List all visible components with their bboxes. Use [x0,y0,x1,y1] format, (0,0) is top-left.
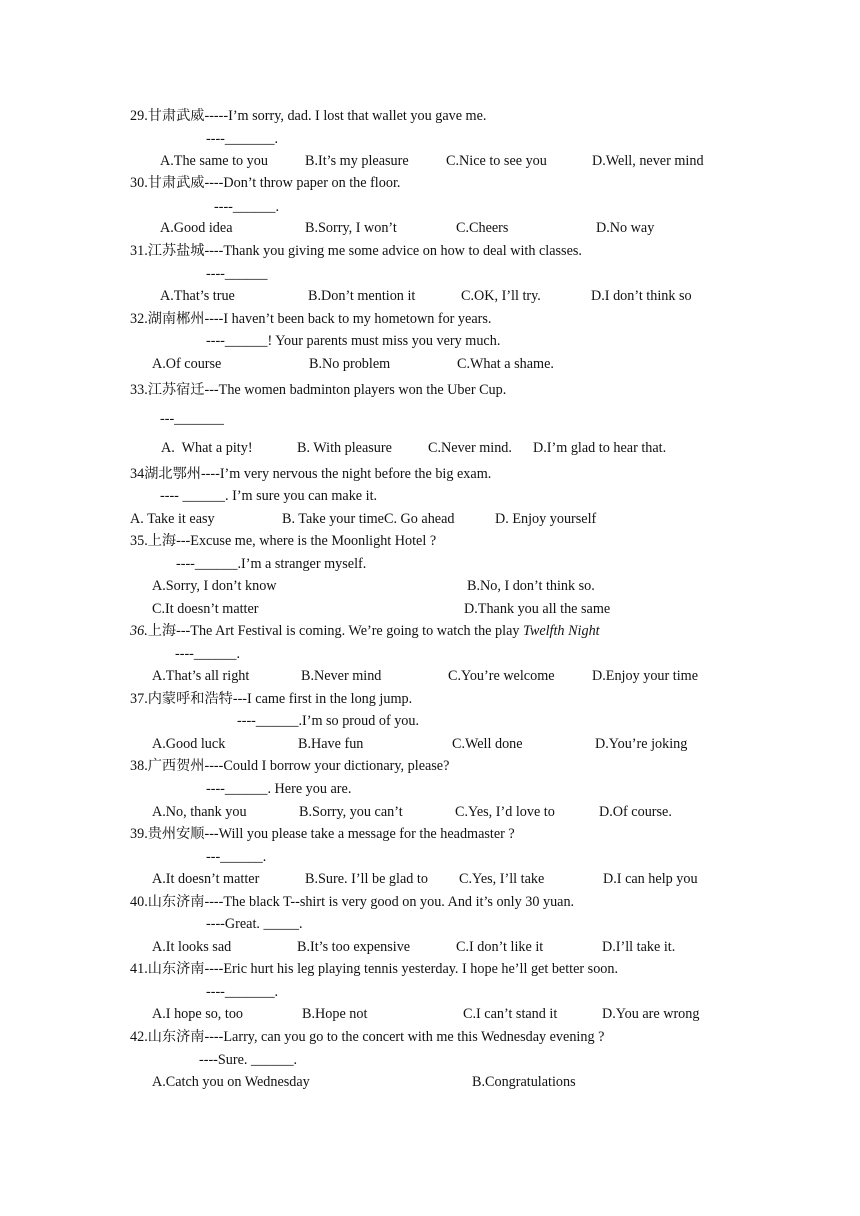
option-34-bc: B. Take your timeC. Go ahead [282,511,455,527]
option-39-c: C.Yes, I’ll take [459,871,545,887]
question-41: 41.山东济南----Eric hurt his leg playing tennis yesterday. I hope he’ll get better soon. [130,961,619,977]
answer-line-30: ----______. [214,199,280,215]
option-37-d: D.You’re joking [595,736,688,752]
question-31: 31.江苏盐城----Thank you giving me some advice on how to deal with classes. [130,243,582,259]
question-29: 29.甘肃武威-----I’m sorry, dad. I lost that wallet you gave me. [130,108,487,124]
answer-line-34: ---- ______. I’m sure you can make it. [160,488,378,504]
answer-line-31: ----______ [206,266,268,282]
question-33: 33.江苏宿迁---The women badminton players won the Uber Cup. [130,382,507,398]
question-32: 32.湖南郴州----I haven’t been back to my hometown for years. [130,311,492,327]
question-39: 39.贵州安顺---Will you please take a message for the headmaster ? [130,826,515,842]
option-35-d: D.Thank you all the same [464,601,611,617]
answer-line-41: ----_______. [206,984,279,1000]
option-38-a: A.No, thank you [152,804,247,820]
question-36 [130,622,600,640]
question-36-text: 上海---The Art Festival is coming. We’re going to watch the play [147,623,524,639]
option-31-d: D.I don’t think so [591,288,692,304]
option-35-b: B.No, I don’t think so. [467,578,595,594]
question-37: 37.内蒙呼和浩特---I came first in the long jump. [130,691,413,707]
option-30-b: B.Sorry, I won’t [305,220,397,236]
question-30: 30.甘肃武威----Don’t throw paper on the floor. [130,175,401,191]
question-34: 34湖北鄂州----I’m very nervous the night before the big exam. [130,466,492,482]
option-41-b: B.Hope not [302,1006,368,1022]
option-38-c: C.Yes, I’d love to [455,804,555,820]
option-37-c: C.Well done [452,736,523,752]
option-36-c: C.You’re welcome [448,668,555,684]
option-34-d: D. Enjoy yourself [495,511,597,527]
option-31-c: C.OK, I’ll try. [461,288,541,304]
option-32-a: A.Of course [152,356,222,372]
question-40: 40.山东济南----The black T--shirt is very good on you. And it’s only 30 yuan. [130,894,575,910]
answer-line-32: ----______! Your parents must miss you very much. [206,333,501,349]
answer-line-42: ----Sure. ______. [199,1052,298,1068]
answer-line-29: ----_______. [206,131,279,147]
option-40-b: B.It’s too expensive [297,939,411,955]
option-35-c: C.It doesn’t matter [152,601,259,617]
option-39-d: D.I can help you [603,871,698,887]
option-29-c: C.Nice to see you [446,153,547,169]
option-41-d: D.You are wrong [602,1006,700,1022]
question-38: 38.广西贺州----Could I borrow your dictionary, please? [130,758,450,774]
option-33-a: A. What a pity! [161,440,253,456]
option-40-d: D.I’ll take it. [602,939,676,955]
play-title: Twelfth Night [523,623,600,639]
option-40-a: A.It looks sad [152,939,232,955]
answer-line-33: ---_______ [160,411,224,427]
option-34-a: A. Take it easy [130,511,215,527]
option-39-b: B.Sure. I’ll be glad to [305,871,428,887]
option-29-d: D.Well, never mind [592,153,704,169]
option-30-c: C.Cheers [456,220,509,236]
answer-line-35: ----______.I’m a stranger myself. [176,556,367,572]
option-38-b: B.Sorry, you can’t [299,804,403,820]
option-37-b: B.Have fun [298,736,364,752]
option-37-a: A.Good luck [152,736,226,752]
option-38-d: D.Of course. [599,804,672,820]
answer-line-40: ----Great. _____. [206,916,303,932]
option-31-a: A.That’s true [160,288,235,304]
answer-line-37: ----______.I’m so proud of you. [237,713,420,729]
option-42-a: A.Catch you on Wednesday [152,1074,310,1090]
option-29-a: A.The same to you [160,153,268,169]
option-41-a: A.I hope so, too [152,1006,244,1022]
question-35: 35.上海---Excuse me, where is the Moonlight Hotel ? [130,533,437,549]
option-33-c: C.Never mind. [428,440,512,456]
option-35-a: A.Sorry, I don’t know [152,578,277,594]
option-36-a: A.That’s all right [152,668,250,684]
answer-line-36: ----______. [175,646,241,662]
option-32-b: B.No problem [309,356,391,372]
option-32-c: C.What a shame. [457,356,554,372]
option-41-c: C.I can’t stand it [463,1006,558,1022]
option-33-b: B. With pleasure [297,440,392,456]
option-33-d: D.I’m glad to hear that. [533,440,667,456]
option-36-b: B.Never mind [301,668,382,684]
option-31-b: B.Don’t mention it [308,288,416,304]
answer-line-38: ----______. Here you are. [206,781,352,797]
option-40-c: C.I don’t like it [456,939,544,955]
option-42-b: B.Congratulations [472,1074,576,1090]
question-36-number: 36. [130,623,148,639]
option-30-d: D.No way [596,220,655,236]
question-42: 42.山东济南----Larry, can you go to the concert with me this Wednesday evening ? [130,1029,605,1045]
answer-line-39: ---______. [206,849,267,865]
option-39-a: A.It doesn’t matter [152,871,260,887]
option-29-b: B.It’s my pleasure [305,153,409,169]
option-36-d: D.Enjoy your time [592,668,698,684]
option-30-a: A.Good idea [160,220,233,236]
